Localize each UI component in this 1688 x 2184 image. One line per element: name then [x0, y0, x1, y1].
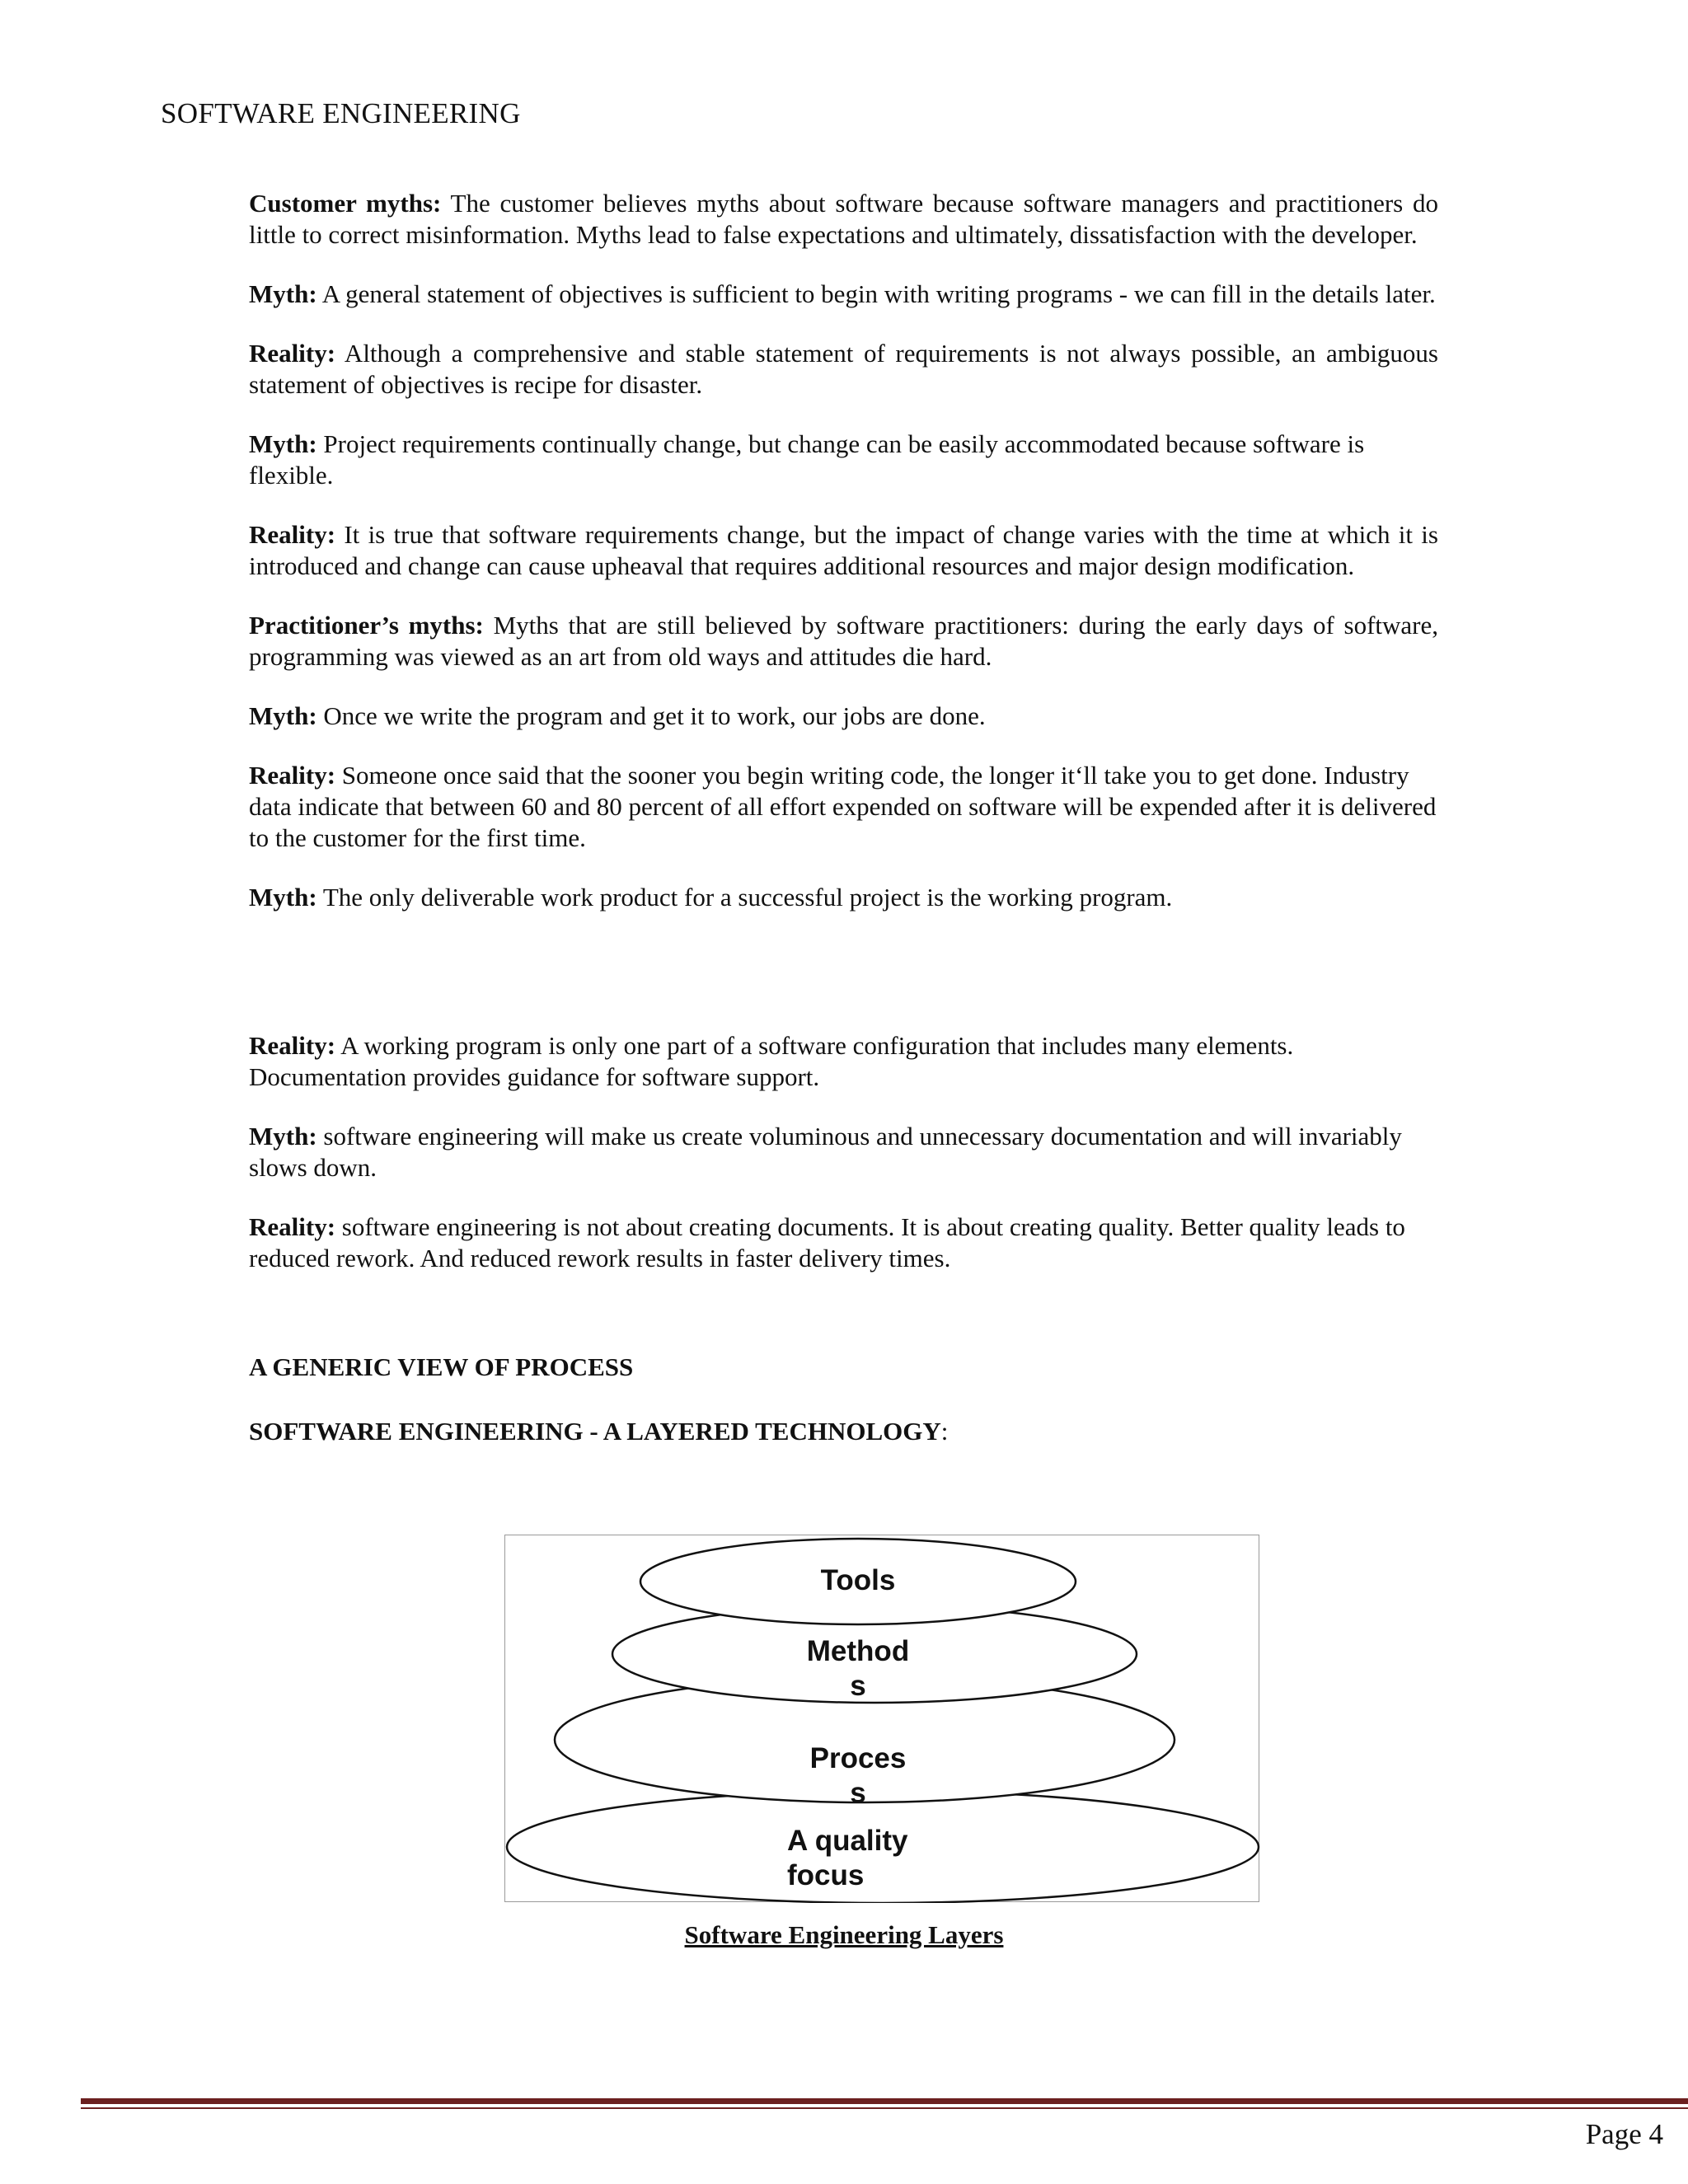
para-text: Once we write the program and get it to work, our jobs are done.	[316, 701, 986, 730]
heading-colon: :	[940, 1417, 949, 1446]
paragraph-myth-4	[249, 882, 1438, 913]
para-label: Reality:	[249, 520, 336, 549]
para-label: Reality:	[249, 1212, 336, 1241]
paragraph-myth-5	[249, 1121, 1438, 1183]
footer-rule-thin	[81, 2107, 1688, 2109]
para-label: Myth:	[249, 883, 317, 912]
para-label: Myth:	[249, 1122, 317, 1151]
paragraph-customer-myths	[249, 188, 1438, 251]
para-text: It is true that software requirements change, but the impact of change varies with the time at which it is introduced and change can cause upheaval that requires additional resources and major design modification.	[249, 520, 1438, 580]
layer-line: s	[850, 1777, 866, 1809]
paragraph-reality-5	[249, 1212, 1438, 1274]
para-text: A general statement of objectives is sufficient to begin with writing programs - we can fill in the details later.	[316, 279, 1436, 308]
layer-label-tools	[776, 1563, 940, 1598]
layer-line: s	[850, 1670, 866, 1702]
para-text: A working program is only one part of a software configuration that includes many elements. Documentation provides guidance for software support.	[249, 1031, 1294, 1091]
layer-label-process	[776, 1741, 940, 1811]
spacer	[249, 1302, 1438, 1352]
heading-layered-text: SOFTWARE ENGINEERING - A LAYERED TECHNOLOGY	[249, 1417, 941, 1446]
paragraph-reality-2	[249, 519, 1438, 582]
paragraph-myth-1	[249, 279, 1438, 310]
paragraph-myth-2	[249, 429, 1438, 491]
paragraph-reality-1	[249, 338, 1438, 401]
para-text: Project requirements continually change, but change can be easily accommodated because software is flexible.	[249, 429, 1365, 490]
layer-label-methods	[776, 1634, 940, 1704]
para-text: Although a comprehensive and stable statement of requirements is not always possible, an ambiguous statement of objectives is recipe for disaster.	[249, 339, 1438, 399]
running-header: SOFTWARE ENGINEERING	[161, 97, 521, 129]
page-number: Page 4	[1585, 2118, 1663, 2150]
figure-caption: Software Engineering Layers	[684, 1920, 1004, 1949]
paragraph-practitioner-myths	[249, 610, 1438, 673]
para-text: The customer believes myths about software because software managers and practitioners do little to correct misinformation. Myths lead to false expectations and ultimately, dissatisfaction with the developer.	[249, 189, 1439, 249]
heading-layered-technology	[249, 1416, 1438, 1447]
para-label: Customer myths:	[249, 189, 442, 218]
para-text: software engineering is not about creating documents. It is about creating quality. Better quality leads to reduced rework. And reduced rework results in faster delivery times.	[249, 1212, 1405, 1272]
layer-line: Proces	[809, 1742, 907, 1774]
para-label: Reality:	[249, 339, 336, 368]
para-text: Myths that are still believed by software practitioners: during the early days of software, programming was viewed as an art from old ways and attitudes die hard.	[249, 611, 1438, 671]
body-content	[249, 188, 1438, 1480]
layer-line: focus	[787, 1859, 865, 1891]
paragraph-reality-3	[249, 760, 1438, 854]
para-label: Myth:	[249, 429, 317, 458]
para-label: Myth:	[249, 701, 317, 730]
footer-rule-thick	[81, 2098, 1688, 2104]
paragraph-reality-4	[249, 1030, 1438, 1093]
para-label: Practitioner’s myths:	[249, 611, 484, 640]
para-label: Reality:	[249, 761, 336, 790]
layers-diagram	[504, 1535, 1259, 1902]
para-text: The only deliverable work product for a successful project is the working program.	[316, 883, 1173, 912]
para-label: Reality:	[249, 1031, 336, 1060]
heading-generic-view: A GENERIC VIEW OF PROCESS	[249, 1352, 634, 1381]
layer-line: Tools	[820, 1564, 896, 1596]
spacer	[249, 941, 1438, 1030]
layer-line: A quality	[787, 1825, 908, 1857]
layer-label-quality	[787, 1824, 952, 1893]
para-label: Myth:	[249, 279, 317, 308]
para-text: Someone once said that the sooner you begin writing code, the longer it‘ll take you to get done. Industry data indicate that between 60 and 80 percent of all effort expended on software will be expended after it is delivered to the customer for the first time.	[249, 761, 1437, 852]
layer-line: Method	[806, 1635, 910, 1667]
para-text: software engineering will make us create voluminous and unnecessary documentation and will invariably slows down.	[249, 1122, 1402, 1182]
paragraph-myth-3	[249, 701, 1438, 732]
